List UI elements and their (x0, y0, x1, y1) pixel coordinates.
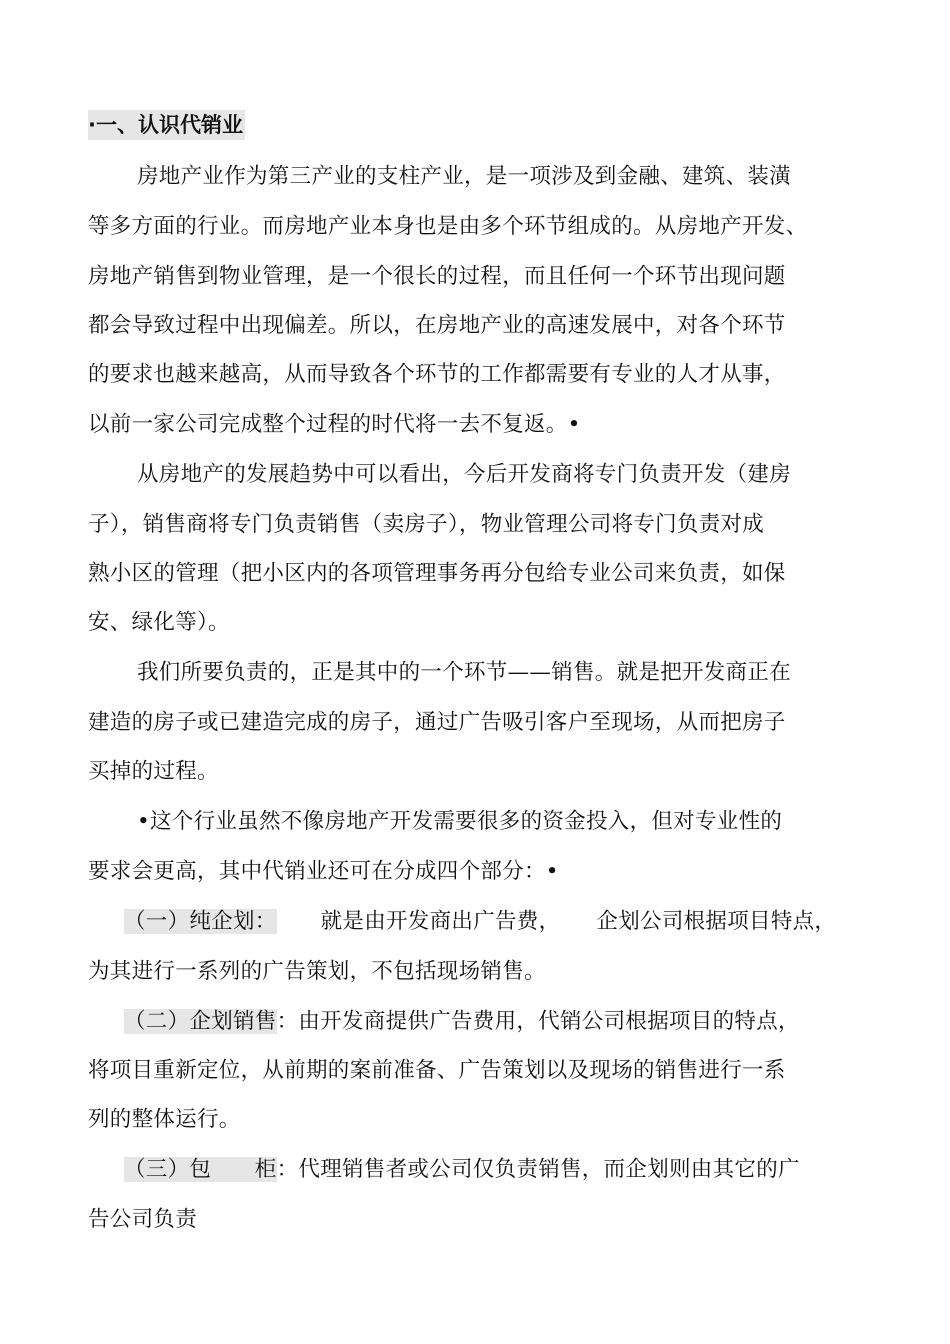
item-3-text: ：代理销售者或公司仅负责销售，而企划则由其它的广 (276, 1157, 800, 1182)
paragraph-2-line-2: 子），销售商将专门负责销售（卖房子），物业管理公司将专门负责对成 (88, 512, 765, 537)
paragraph-1-line-2: 等多方面的行业。而房地产业本身也是由多个环节组成的。从房地产开发、 (88, 214, 808, 239)
paragraph-4-line-2: 要求会更高，其中代销业还可在分成四个部分：• (88, 859, 559, 884)
item-1-line-2: 为其进行一系列的广告策划，不包括现场销售。 (88, 959, 546, 984)
item-3-line-2: 告公司负责 (88, 1207, 198, 1232)
paragraph-2-line-3: 熟小区的管理（把小区内的各项管理事务再分包给专业公司来负责，如保 (88, 561, 786, 586)
item-3-label: （三）包 柜 (124, 1157, 277, 1182)
paragraph-2-line-4: 安、绿化等）。 (88, 610, 230, 635)
paragraph-1-line-3: 房地产销售到物业管理，是一个很长的过程，而且任何一个环节出现问题 (88, 264, 786, 289)
paragraph-3-line-3: 买掉的过程。 (88, 759, 219, 784)
paragraph-3-line-2: 建造的房子或已建造完成的房子，通过广告吸引客户至现场，从而把房子 (88, 710, 786, 735)
item-2-label: （二）企划销售 (124, 1009, 277, 1034)
paragraph-1-line-5: 的要求也越来越高，从而导致各个环节的工作都需要有专业的人才从事， (88, 362, 786, 387)
paragraph-1-line-4: 都会导致过程中出现偏差。所以，在房地产业的高速发展中，对各个环节 (88, 313, 786, 338)
paragraph-4-line-1: •这个行业虽然不像房地产开发需要很多的资金投入，但对专业性的 (137, 809, 783, 834)
item-1-text-b: 企划公司根据项目特点， (596, 909, 837, 934)
item-2-line-1 (124, 1005, 924, 1039)
item-2-line-3: 列的整体运行。 (88, 1107, 241, 1132)
paragraph-1-line-6: 以前一家公司完成整个过程的时代将一去不复返。• (88, 412, 581, 437)
paragraph-1-line-1: 房地产业作为第三产业的支柱产业，是一项涉及到金融、建筑、装潢 (137, 164, 792, 189)
item-3-line-1 (124, 1153, 924, 1187)
paragraph-3-line-1: 我们所要负责的，正是其中的一个环节——销售。就是把开发商正在 (137, 660, 792, 685)
item-2-text: ：由开发商提供广告费用，代销公司根据项目的特点， (276, 1009, 800, 1034)
item-1-label: （一）纯企划： (124, 909, 277, 934)
section-heading: ·一、认识代销业 (88, 110, 245, 140)
paragraph-2-line-1: 从房地产的发展趋势中可以看出，今后开发商将专门负责开发（建房 (137, 462, 792, 487)
item-1-line-1 (124, 905, 924, 939)
item-1-text-a: 就是由开发商出广告费， (320, 909, 561, 934)
item-2-line-2: 将项目重新定位，从前期的案前准备、广告策划以及现场的销售进行一系 (88, 1058, 786, 1083)
